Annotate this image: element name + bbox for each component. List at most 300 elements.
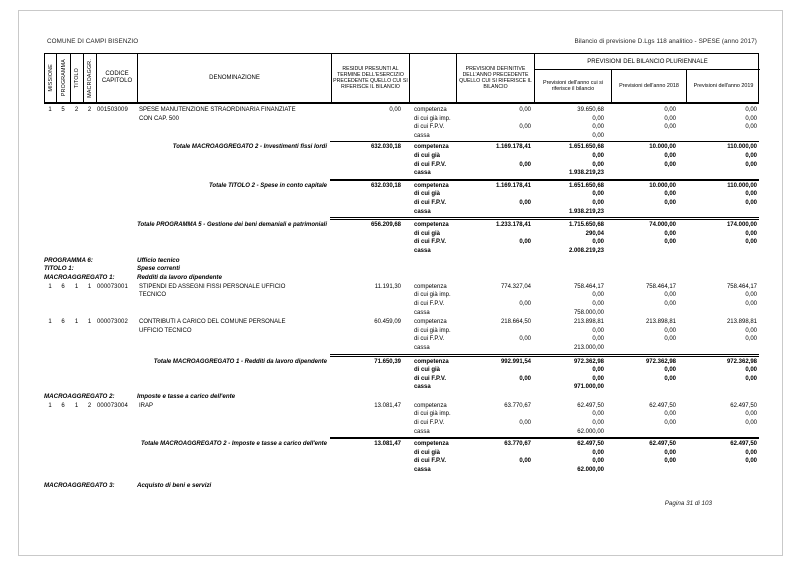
amount-line [611,132,676,141]
amount-line: 10.000,00 [649,144,676,151]
cell-residui: 71.650,39 [374,358,401,365]
voce-label: di cui già [414,230,441,237]
amount-line: 0,00 [745,301,757,308]
voce-label: di cui già [414,449,441,456]
amount-line: 62.497,50 [577,441,604,448]
amount-line [456,410,531,419]
amount-line: 0,00 [745,411,757,418]
cell-y2019 [686,106,759,140]
amount-line [686,208,757,217]
cell-macroaggr: 2 [87,402,92,409]
voce-label: competenza [414,222,449,229]
amount-line: 758.464,17 [726,283,757,290]
cell-programma: 5 [61,107,65,113]
cell-labels [409,143,456,177]
voce-label: competenza [414,144,449,151]
amount-line: 1.938.219,23 [568,208,604,215]
amount-line: 110.000,00 [727,144,757,151]
amount-line [456,344,531,353]
cell-labels [409,182,456,216]
amount-line: 0,00 [519,458,531,465]
voce-label: cassa [414,345,430,352]
section-label: PROGRAMMA 6: [44,256,93,264]
cell-titolo: 1 [74,283,79,290]
section-row [44,482,759,491]
cell-labels [409,440,456,474]
table-body [44,106,759,490]
cell-prevdef [456,283,534,317]
table-row [44,283,759,317]
cell-y2018 [611,143,686,177]
section-descr: Ufficio tecnico [137,256,180,264]
cell-prevdef [456,402,534,436]
amount-line: 0,00 [519,301,531,308]
amount-line: 0,00 [745,449,757,456]
voce-label: di cui già [414,152,441,159]
cell-labels [409,402,456,436]
cell-denominazione: IRAP [139,402,154,409]
cell-anno [534,106,611,140]
amount-line: 1.169.178,41 [495,144,531,151]
col-codice-capitolo: CODICE CAPITOLO [97,54,138,102]
amount-line: 0,00 [745,124,757,131]
cell-codice-capitolo: 000073002 [97,319,128,326]
cell-codice-capitolo: 000073004 [97,402,128,409]
section-row [44,393,759,402]
amount-line [456,383,531,392]
amount-line: 0,00 [592,449,604,456]
voce-label: competenza [414,358,449,365]
amount-line: 0,00 [664,301,676,308]
voce-label: competenza [414,107,447,113]
amount-line: 62.497,50 [730,441,757,448]
cell-macroaggr: 1 [87,319,92,326]
table-row [44,402,759,436]
cell-prevdef [456,106,534,140]
cell-macroaggr: 1 [87,283,92,290]
amount-line: 758.000,00 [573,309,604,316]
cell-prevdef [456,182,534,216]
amount-line [456,327,531,336]
total-separator-rule [330,354,759,357]
amount-line: 62.497,50 [649,402,676,409]
section-row [44,274,759,283]
amount-line: 1.938.219,23 [568,170,604,177]
total-row [44,143,759,177]
voce-label: di cui F.P.V. [414,239,447,246]
cell-programma: 6 [61,283,65,290]
cell-anno [534,283,611,317]
section-row [44,265,759,274]
section-descr: Acquisto di beni e servizi [137,481,212,489]
report-title: Bilancio di previsione D.Lgs 118 analitico - SPESE (anno 2017) [574,38,757,45]
entity-name: COMUNE DI CAMPI BISENZIO [47,38,139,45]
amount-line: 0,00 [664,124,676,131]
cell-y2019 [686,440,759,474]
voce-label: di cui F.P.V. [414,336,445,343]
cell-y2019 [686,358,759,392]
amount-line [686,383,757,392]
voce-label: di cui F.P.V. [414,458,447,465]
total-row [44,221,759,255]
cell-programma: 6 [61,402,65,409]
amount-line [456,152,531,161]
cell-anno [534,358,611,392]
cell-y2018 [611,318,686,352]
pluriennale-subheader [535,70,760,102]
amount-line [456,247,531,256]
amount-line: 0,00 [745,161,757,168]
amount-line: 0,00 [519,199,531,206]
cell-anno [534,143,611,177]
amount-line: 0,00 [519,239,531,246]
amount-line: 758.464,17 [645,283,676,290]
budget-table [44,53,759,490]
amount-line: 0,00 [592,292,604,299]
section-descr: Redditi da lavoro dipendente [137,274,222,282]
section-label: MACROAGGREGATO 2: [44,393,115,401]
voce-label: di cui già imp. [414,411,451,418]
col-previsioni-definitive: PREVISIONI DEFINITIVE DELL'ANNO PRECEDENTE QUELLO CUI SI RIFERISCE IL BILANCIO [457,54,535,102]
amount-line: 174.000,00 [726,222,757,229]
amount-line: 0,00 [745,327,757,334]
cell-labels [409,283,456,317]
amount-line [686,309,757,318]
voce-label: competenza [414,402,447,409]
amount-line: 0,00 [519,420,531,426]
amount-line [686,169,757,178]
amount-line: 0,00 [664,327,676,334]
voce-label: competenza [414,182,449,189]
cell-titolo: 1 [74,319,79,326]
amount-line: 0,00 [664,411,676,418]
cell-codice-capitolo: 001503009 [97,107,128,113]
amount-line: 290,04 [585,230,604,237]
table-header [44,53,759,104]
amount-line [611,247,676,256]
voce-label: cassa [414,428,430,435]
amount-line: 110.000,00 [727,182,757,189]
cell-anno [534,440,611,474]
amount-line [456,230,531,239]
amount-line: 0,00 [745,367,757,374]
cell-anno [534,318,611,352]
amount-line: 0,00 [664,161,676,168]
amount-line: 0,00 [745,336,757,343]
amount-line: 0,00 [745,420,757,426]
amount-line [686,132,757,141]
amount-line: 0,00 [745,230,757,237]
amount-line: 218.664,50 [500,319,531,326]
amount-line: 0,00 [519,375,531,382]
amount-line [611,169,676,178]
total-label: Totale PROGRAMMA 5 - Gestione dei beni demaniali e patrimoniali [137,222,327,229]
amount-line: 62.000,00 [577,428,604,435]
amount-line: 0,00 [664,115,676,122]
amount-line: 774.327,04 [500,283,531,290]
amount-line: 972.362,98 [645,358,676,365]
cell-residui: 632.030,18 [370,144,401,151]
page-header [47,38,757,45]
amount-line: 0,00 [592,115,604,122]
cell-labels [409,358,456,392]
amount-line: 0,00 [664,367,676,374]
voce-label: competenza [414,441,449,448]
cell-residui: 0,00 [389,107,401,113]
col-titolo: TITOLO [71,54,84,102]
voce-label: di cui già [414,191,441,198]
total-separator-rule [330,217,759,220]
amount-line [456,208,531,217]
voce-label: di cui F.P.V. [414,161,447,168]
cell-y2019 [686,318,759,352]
cell-y2019 [686,143,759,177]
amount-line: 2.008.219,23 [568,247,604,254]
total-separator-rule [330,179,759,181]
voce-label: cassa [414,132,430,139]
col-residui-presunti: RESIDUI PRESUNTI AL TERMINE DELL'ESERCIZIO PRECEDENTE QUELLO CUI SI RIFERISCE IL BILANCIO [332,54,410,102]
amount-line: 0,00 [664,292,676,299]
voce-label: competenza [414,319,447,326]
section-label: TITOLO 1: [44,265,74,273]
amount-line [611,344,676,353]
amount-line: 0,00 [664,152,676,159]
total-separator-rule [330,141,759,142]
amount-line [686,466,757,475]
cell-codice-capitolo: 000073001 [97,283,128,290]
table-row [44,106,759,140]
cell-macroaggr: 2 [87,107,92,113]
amount-line [456,132,531,141]
amount-line: 0,00 [745,375,757,382]
amount-line: 0,00 [519,336,531,343]
amount-line: 0,00 [592,191,604,198]
amount-line: 63.770,67 [504,441,531,448]
amount-line: 213.898,81 [726,319,757,326]
col-anno-2019: Previsioni dell'anno 2019 [693,82,754,89]
cell-anno [534,182,611,216]
section-descr: Imposte e tasse a carico dell'ente [137,393,236,401]
cell-residui: 13.081,47 [374,402,401,409]
cell-residui: 11.191,30 [374,283,401,290]
voce-label: di cui F.P.V. [414,420,445,426]
amount-line: 1.233.178,41 [495,222,531,229]
cell-titolo: 2 [74,107,79,113]
section-row [44,257,759,266]
amount-line: 0,00 [745,239,757,246]
amount-line: 0,00 [745,191,757,198]
amount-line: 0,00 [592,458,604,465]
amount-line: 0,00 [745,458,757,465]
amount-line: 0,00 [519,161,531,168]
amount-line: 0,00 [592,124,604,131]
cell-labels [409,318,456,352]
amount-line: 1.715.650,68 [568,222,604,229]
voce-label: di cui già [414,367,441,374]
amount-line [611,428,676,437]
page-number: Pagina 31 di 103 [664,500,712,507]
amount-line: 213.898,81 [573,319,604,326]
amount-line: 972.362,98 [726,358,757,365]
voce-label: cassa [414,309,430,316]
cell-residui: 60.459,09 [374,319,401,326]
amount-line [686,344,757,353]
amount-line [456,309,531,318]
amount-line: 0,00 [664,375,676,382]
amount-line [456,169,531,178]
amount-line: 0,00 [664,199,676,206]
amount-line: 0,00 [745,107,757,113]
cell-y2019 [686,182,759,216]
voce-label: cassa [414,170,431,177]
amount-line: 992.991,54 [500,358,531,365]
cell-y2018 [611,358,686,392]
amount-line: 0,00 [592,375,604,382]
voce-label: di cui già imp. [414,327,451,334]
amount-line [686,428,757,437]
voce-label: di cui F.P.V. [414,301,445,308]
cell-labels [409,221,456,255]
amount-line [456,291,531,300]
col-missione: MISSIONE [45,54,57,102]
cell-denominazione: STIPENDI ED ASSEGNI FISSI PERSONALE UFFICIO TECNICO [139,283,286,299]
total-row [44,358,759,392]
cell-prevdef [456,143,534,177]
amount-line: 0,00 [664,107,676,113]
amount-line [456,190,531,199]
cell-missione: 1 [48,319,52,326]
cell-residui: 656.209,68 [370,222,401,229]
amount-line: 63.770,67 [504,402,531,409]
amount-line: 0,00 [592,411,604,418]
amount-line: 0,00 [664,458,676,465]
voce-label: cassa [414,247,431,254]
voce-label: di cui F.P.V. [414,199,447,206]
amount-line: 0,00 [592,367,604,374]
voce-label: di cui già imp. [414,292,451,299]
col-anno-2018: Previsioni dell'anno 2018 [612,70,687,102]
cell-prevdef [456,440,534,474]
amount-line: 39.650,68 [577,107,604,113]
cell-labels [409,106,456,140]
amount-line: 62.000,00 [577,466,604,473]
total-label: Totale TITOLO 2 - Spese in conto capitale [208,182,327,189]
amount-line: 0,00 [592,239,604,246]
cell-y2018 [611,221,686,255]
pluriennale-title: PREVISIONI DEL BILANCIO PLURIENNALE [535,54,760,70]
amount-line: 0,00 [519,107,531,113]
voce-label: cassa [414,208,431,215]
amount-line: 0,00 [664,191,676,198]
voce-label: di cui F.P.V. [414,124,445,131]
amount-line [611,466,676,475]
cell-prevdef [456,318,534,352]
amount-line: 0,00 [592,132,604,139]
col-programma: PROGRAMMA [57,54,71,102]
voce-label: di cui F.P.V. [414,375,447,382]
cell-y2018 [611,440,686,474]
cell-prevdef [456,221,534,255]
amount-line: 972.362,98 [573,358,604,365]
amount-line: 213.898,81 [645,319,676,326]
amount-line: 1.651.650,68 [568,144,604,151]
amount-line [686,247,757,256]
section-descr: Spese correnti [137,265,180,273]
amount-line: 758.464,17 [573,283,604,290]
amount-line [611,208,676,217]
cell-titolo: 1 [74,402,79,409]
amount-line: 0,00 [745,292,757,299]
amount-line: 0,00 [745,115,757,122]
total-label: Totale MACROAGGREGATO 2 - Investimenti fissi lordi [172,144,327,151]
amount-line: 0,00 [592,161,604,168]
cell-y2018 [611,106,686,140]
cell-missione: 1 [48,107,52,113]
cell-denominazione: CONTRIBUTI A CARICO DEL COMUNE PERSONALE UFFICIO TECNICO [139,319,286,334]
cell-denominazione: SPESE MANUTENZIONE STRAORDINARIA FINANZIATE CON CAP. 500 [139,107,296,122]
amount-line [456,366,531,375]
cell-residui: 632.030,18 [370,182,401,189]
cell-y2018 [611,283,686,317]
cell-y2019 [686,283,759,317]
voce-label: cassa [414,466,431,473]
total-row [44,182,759,216]
cell-missione: 1 [48,402,52,409]
amount-line [611,309,676,318]
amount-line: 0,00 [592,152,604,159]
amount-line: 0,00 [592,420,604,426]
cell-anno [534,221,611,255]
total-row [44,440,759,474]
cell-prevdef [456,358,534,392]
col-macroaggr: MACROAGGR. [84,54,97,102]
amount-line: 0,00 [519,124,531,131]
amount-line [456,449,531,458]
amount-line: 0,00 [664,449,676,456]
amount-line: 0,00 [664,230,676,237]
col-tipo-voce [410,54,457,102]
amount-line: 0,00 [745,199,757,206]
cell-residui: 13.081,47 [374,441,401,448]
total-label: Totale MACROAGGREGATO 2 - Imposte e tasse a carico dell'ente [140,441,327,448]
amount-line: 0,00 [745,152,757,159]
amount-line: 213.000,00 [573,345,604,352]
amount-line: 0,00 [664,239,676,246]
amount-line: 0,00 [664,336,676,343]
amount-line [611,383,676,392]
section-label: MACROAGGREGATO 1: [44,274,115,282]
cell-y2019 [686,402,759,436]
amount-line: 0,00 [664,420,676,426]
voce-label: competenza [414,283,447,290]
table-row [44,318,759,352]
voce-label: di cui già imp. [414,115,451,122]
amount-line [456,115,531,124]
col-anno-riferimento: Previsioni dell'anno cui si riferisce il bilancio [535,70,612,102]
section-label: MACROAGGREGATO 3: [44,481,115,489]
cell-anno [534,402,611,436]
amount-line: 1.169.178,41 [495,182,531,189]
col-bilancio-pluriennale [535,54,760,102]
total-label: Totale MACROAGGREGATO 1 - Redditi da lavoro dipendente [153,358,327,365]
amount-line: 1.651.650,68 [568,182,604,189]
cell-missione: 1 [48,283,52,290]
cell-programma: 6 [61,319,65,326]
amount-line: 62.497,50 [649,441,676,448]
cell-y2018 [611,402,686,436]
col-denominazione: DENOMINAZIONE [138,54,332,102]
amount-line [456,428,531,437]
